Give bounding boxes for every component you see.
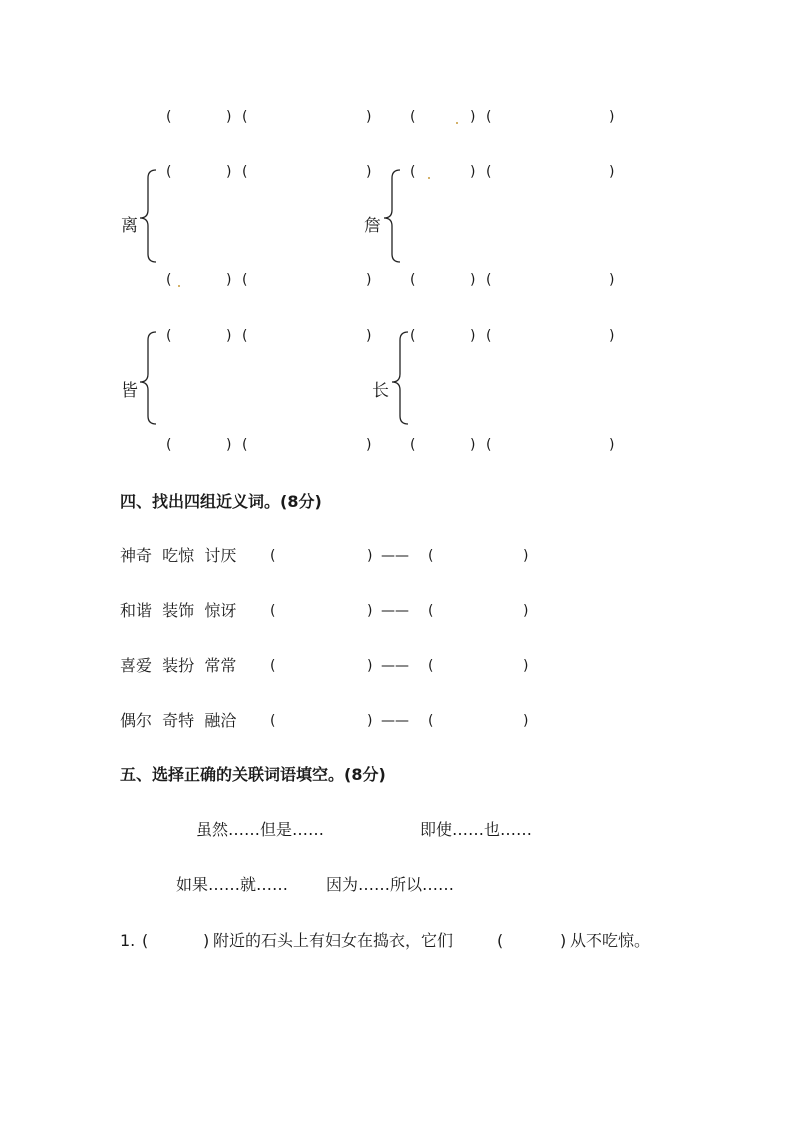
paren-close: ) [226, 328, 232, 344]
paren-open: ( [270, 658, 276, 674]
paren-open: ( [486, 164, 492, 180]
word-list: 喜爱 装扮 常常 [120, 656, 237, 675]
left-brace-icon [134, 328, 160, 428]
paren-open: ( [410, 328, 416, 344]
target-char: 詹 [364, 216, 381, 236]
paren-open: ( [428, 658, 434, 674]
em-dash: —— [381, 548, 409, 564]
option-phrase: 因为……所以…… [326, 875, 455, 894]
paren-open: ( [242, 328, 248, 344]
ink-dot [178, 285, 180, 287]
paren-close: ) [609, 272, 615, 288]
paren-open: ( [242, 109, 248, 125]
ink-dot [428, 177, 430, 179]
paren-close: ) [366, 272, 372, 288]
word-list: 和谐 装饰 惊讶 [120, 601, 237, 620]
paren-close: ) [470, 272, 476, 288]
paren-close: ) [226, 272, 232, 288]
paren-close: ) [367, 713, 373, 729]
paren-close: ) [470, 109, 476, 125]
paren-close: ) [560, 931, 567, 950]
left-brace-icon [134, 166, 160, 266]
paren-close: ) [203, 931, 210, 950]
paren-close: ) [609, 437, 615, 453]
paren-open: ( [410, 437, 416, 453]
option-phrase: 如果……就…… [176, 875, 289, 894]
paren-close: ) [367, 548, 373, 564]
paren-close: ) [523, 713, 529, 729]
option-phrase: 虽然……但是…… [196, 820, 325, 839]
paren-open: ( [166, 328, 172, 344]
paren-open: ( [166, 164, 172, 180]
paren-close: ) [470, 328, 476, 344]
paren-close: ) [470, 164, 476, 180]
paren-close: ) [609, 328, 615, 344]
paren-open: ( [486, 328, 492, 344]
paren-open: ( [486, 109, 492, 125]
question-text: 从不吃惊。 [570, 931, 651, 950]
paren-close: ) [226, 109, 232, 125]
paren-close: ) [366, 328, 372, 344]
paren-open: ( [428, 548, 434, 564]
ink-dot [456, 122, 458, 124]
paren-close: ) [523, 658, 529, 674]
paren-close: ) [367, 603, 373, 619]
em-dash: —— [381, 658, 409, 674]
paren-close: ) [226, 437, 232, 453]
paren-close: ) [366, 164, 372, 180]
paren-open: ( [270, 548, 276, 564]
question-text: 附近的石头上有妇女在捣衣，它们 [213, 931, 454, 950]
paren-open: ( [410, 272, 416, 288]
paren-open: ( [270, 603, 276, 619]
paren-open: ( [428, 603, 434, 619]
paren-open: ( [142, 931, 149, 950]
word-list: 偶尔 奇特 融洽 [120, 711, 237, 730]
paren-close: ) [609, 109, 615, 125]
paren-close: ) [523, 548, 529, 564]
target-char: 皆 [121, 381, 138, 401]
paren-open: ( [428, 713, 434, 729]
em-dash: —— [381, 713, 409, 729]
paren-open: ( [166, 437, 172, 453]
word-list: 神奇 吃惊 讨厌 [120, 546, 237, 565]
paren-close: ) [366, 437, 372, 453]
paren-open: ( [486, 272, 492, 288]
paren-open: ( [410, 164, 416, 180]
paren-close: ) [470, 437, 476, 453]
option-phrase: 即使……也…… [420, 820, 533, 839]
em-dash: —— [381, 603, 409, 619]
paren-open: ( [166, 109, 172, 125]
paren-close: ) [226, 164, 232, 180]
paren-open: ( [242, 164, 248, 180]
left-brace-icon [386, 328, 412, 428]
paren-close: ) [609, 164, 615, 180]
paren-open: ( [166, 272, 172, 288]
paren-open: ( [410, 109, 416, 125]
paren-close: ) [523, 603, 529, 619]
paren-open: ( [242, 272, 248, 288]
paren-open: ( [242, 437, 248, 453]
paren-open: ( [497, 931, 504, 950]
section-heading: 四、找出四组近义词。(8分) [120, 492, 322, 511]
target-char: 离 [121, 216, 138, 236]
question-number: 1. [120, 931, 136, 950]
section-heading: 五、选择正确的关联词语填空。(8分) [120, 765, 386, 784]
left-brace-icon [378, 166, 404, 266]
paren-open: ( [270, 713, 276, 729]
paren-close: ) [367, 658, 373, 674]
target-char: 长 [372, 381, 389, 401]
paren-close: ) [366, 109, 372, 125]
paren-open: ( [486, 437, 492, 453]
